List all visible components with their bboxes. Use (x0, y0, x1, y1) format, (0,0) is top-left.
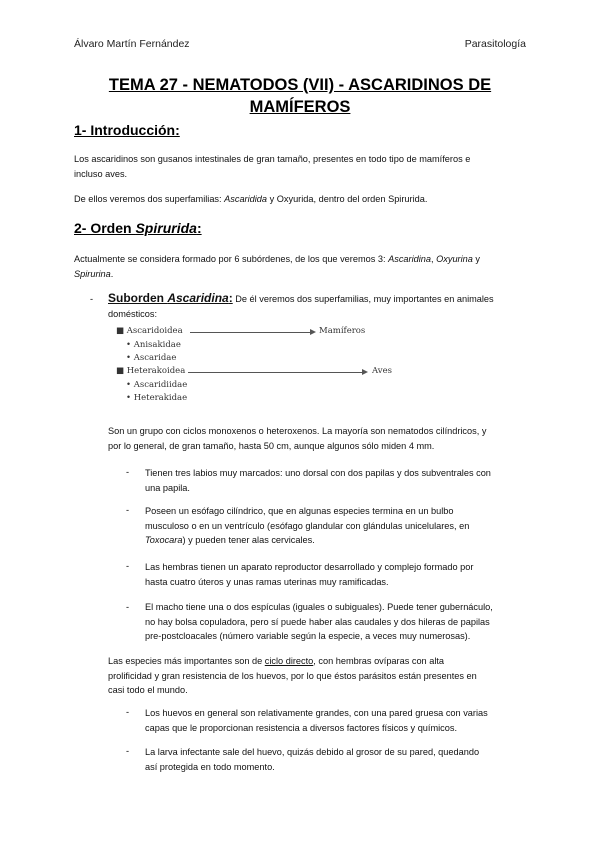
superfamilies-paragraph (74, 192, 427, 207)
title-line-1: TEMA 27 - NEMATODOS (VII) - ASCARIDINOS DE (108, 76, 492, 94)
bullet-5-dash: - (126, 707, 130, 717)
group-line-1: Son un grupo con ciclos monoxenos o heteroxenos. La mayoría son nematodos cilíndricos, y (108, 426, 487, 436)
bullet-3-line-1: Las hembras tienen un aparato reproductor desarrollado y complejo formado por (145, 562, 474, 572)
bullet-1-dash: - (126, 467, 130, 477)
group-paragraph (108, 424, 486, 453)
target-mamiferos: Mamíferos (319, 326, 366, 336)
arrow-line-2 (188, 372, 362, 373)
bullet-5-line-1: Los huevos en general son relativamente grandes, con una pared gruesa con varias (145, 708, 488, 718)
order-spirurina: Spirurina (74, 268, 111, 279)
suborden-title-italic: Ascaridina (167, 291, 229, 305)
order-y: y (472, 254, 481, 264)
bullet-4-dash: - (126, 602, 130, 612)
sf-text-post: y Oxyurida, dentro del orden Spirurida. (267, 194, 428, 204)
family-ascaridae: • Ascaridae (126, 353, 177, 363)
section-2-heading (74, 220, 202, 236)
page-title (60, 74, 540, 118)
sf-text-italic: Ascaridida (224, 194, 268, 204)
suborden-dash: - (90, 294, 94, 304)
species-paragraph (108, 654, 477, 698)
bullet-4-line-2: no hay bolsa copuladora, pero sí puede haber alas caudales y dos hileras de papilas (145, 616, 490, 627)
group-line-2: por lo general, de gran tamaño, hasta 50 cm, aunque algunos sólo miden 4 mm. (108, 440, 435, 451)
bullet-2-dash: - (126, 505, 130, 515)
suborden-paragraph (108, 291, 494, 321)
sf-heterakoidea: ■ Heterakoidea (116, 366, 186, 376)
species-line-1 (108, 654, 477, 669)
bullet-5 (145, 706, 488, 735)
bullet-3-line-2: hasta cuatro úteros y unas ramas uterinas muy ramificadas. (145, 576, 389, 587)
bullet-5-line-2: capas que le proporcionan resistencia a diversos factores físicos y químicos. (145, 722, 458, 733)
bullet-2-line-3 (145, 533, 469, 548)
order-line-2 (74, 267, 480, 282)
title-line-2: MAMÍFEROS (249, 98, 351, 116)
family-heterakidae: • Heterakidae (126, 393, 188, 403)
species-pre: Las especies más importantes son de (108, 656, 265, 666)
arrow-head-2 (362, 369, 368, 375)
bullet-3-dash: - (126, 561, 130, 571)
species-line-2: prolificidad y gran resistencia de los huevos, por lo que éstos parásitos están presentes en (108, 670, 477, 681)
order-ascaridina: Ascaridina (388, 254, 431, 264)
bullet-1 (145, 466, 491, 495)
order-comma: , (431, 254, 437, 264)
sec2-heading-post: : (196, 220, 202, 236)
bullet-2-line-1: Poseen un esófago cilíndrico, que en algunas especies termina en un bulbo (145, 506, 454, 516)
bullet-4-line-3: pre-postcloacales (número variable según la especie, a veces muy numerosas). (145, 631, 471, 642)
suborden-title (108, 291, 233, 305)
order-line-1 (74, 252, 480, 267)
header-subject: Parasitología (464, 38, 526, 50)
species-post: , con hembras ovíparas con alta (313, 656, 445, 666)
sf-ascaridoidea: ■ Ascaridoidea (116, 326, 183, 336)
family-anisakidae: • Anisakidae (126, 340, 181, 350)
target-aves: Aves (372, 366, 392, 376)
arrow-line-1 (190, 332, 310, 333)
intro-paragraph (74, 152, 470, 181)
suborden-desc: De él veremos dos superfamilias, muy importantes en animales (232, 294, 494, 304)
order-oxyurina: Oxyurina (436, 254, 473, 264)
bullet-6-line-2: así protegida en todo momento. (145, 761, 275, 772)
bullet-2-line-2: musculoso o en un ventrículo (esófago glandular con glándulas unicelulares, en (145, 520, 470, 531)
bullet-3 (145, 560, 473, 589)
bullet-6-line-1: La larva infectante sale del huevo, quizás debido al grosor de su pared, quedando (145, 747, 480, 757)
suborden-line-2: domésticos: (108, 308, 158, 319)
toxocara-italic: Toxocara (145, 535, 183, 546)
section-1-heading: 1- Introducción: (74, 122, 180, 138)
arrow-head-1 (310, 329, 316, 335)
order-pre: Actualmente se considera formado por 6 subórdenes, de los que veremos 3: (74, 254, 389, 264)
suborden-title-colon: : (228, 291, 233, 305)
sf-text-pre: De ellos veremos dos superfamilias: (74, 194, 225, 204)
suborden-line-1 (108, 291, 494, 307)
sec2-heading-italic: Spirurida (135, 220, 197, 236)
bullet-4 (145, 600, 493, 644)
sec2-heading-pre: 2- Orden (74, 220, 136, 236)
bullet-2 (145, 504, 469, 548)
header-author: Álvaro Martín Fernández (74, 38, 190, 50)
superfamily-diagram (116, 326, 416, 416)
bullet-6-dash: - (126, 746, 130, 756)
suborden-title-pre: Suborden (108, 291, 168, 305)
family-ascaridiidae: • Ascaridiidae (126, 380, 188, 390)
bullet-4-line-1: El macho tiene una o dos espículas (iguales o subiguales). Puede tener gubernáculo, (145, 602, 493, 612)
bullet-1-line-2: una papila. (145, 482, 190, 493)
species-line-3: casi todo el mundo. (108, 685, 188, 696)
intro-line-2: incluso aves. (74, 168, 128, 179)
ciclo-directo: ciclo directo (264, 656, 314, 666)
bullet-1-line-1: Tienen tres labios muy marcados: uno dorsal con dos papilas y dos subventrales con (145, 468, 491, 478)
intro-line-1: Los ascaridinos son gusanos intestinales de gran tamaño, presentes en todo tipo de mamíferos e (74, 154, 471, 164)
order-paragraph (74, 252, 480, 281)
order-period: . (110, 268, 114, 279)
bullet-2-line-3-post: ) y pueden tener alas cervicales. (182, 535, 315, 546)
bullet-6 (145, 745, 479, 774)
